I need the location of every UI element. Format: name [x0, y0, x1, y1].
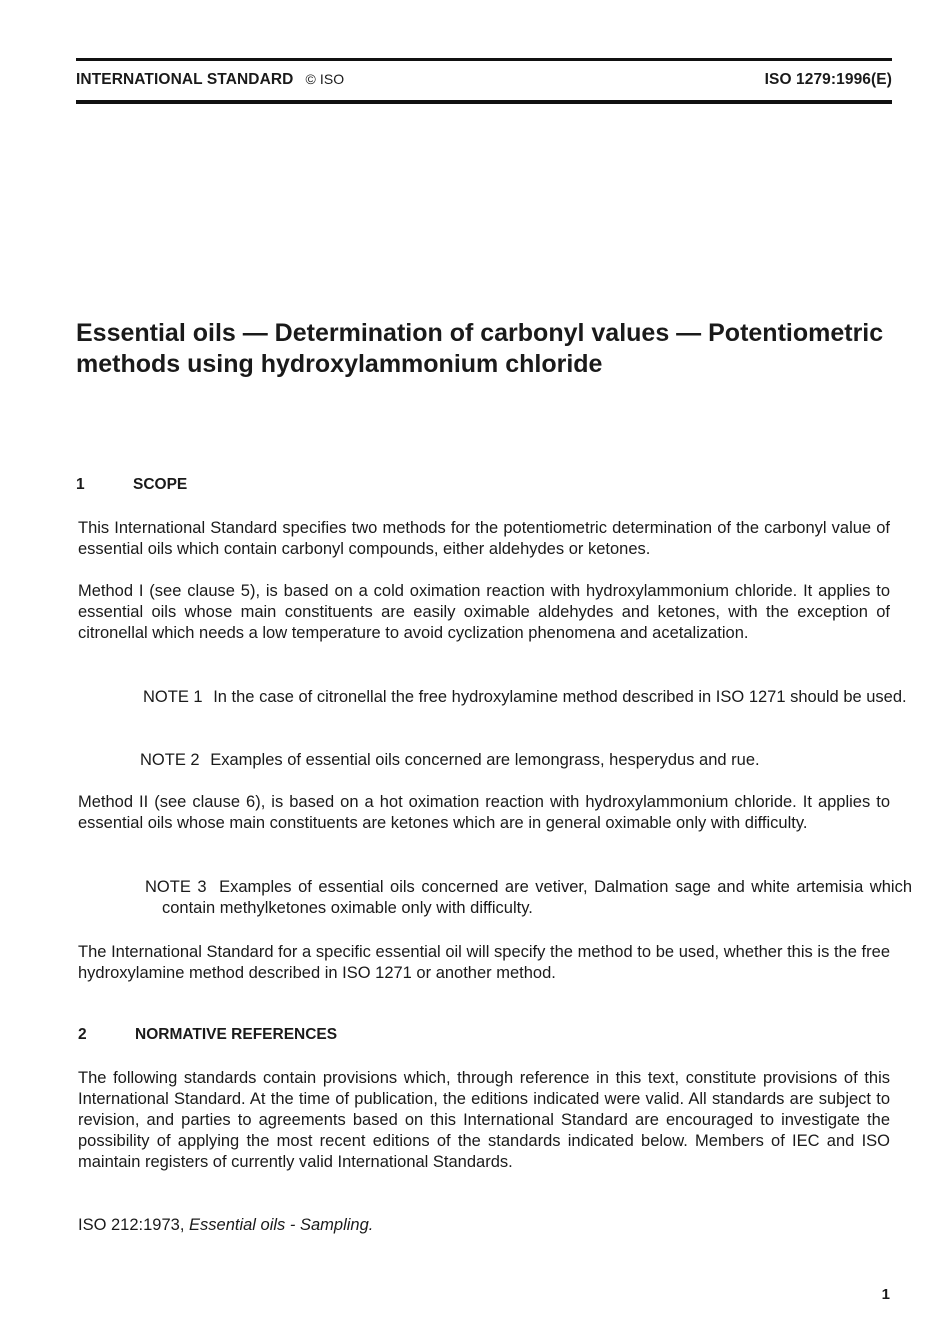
scope-paragraph-2: Method I (see clause 5), is based on a cold oximation reaction with hydroxylammonium chloride. It applies to essential oils whose main constituents are easily oximable aldehydes and ketones, with the exception of citronellal which needs a low temperature to avoid cyclization phenomena and acetalization. — [78, 582, 890, 642]
section-1-heading — [76, 476, 187, 494]
header-copyright: © ISO — [305, 71, 345, 87]
section-2-heading — [78, 1026, 337, 1044]
reference-title: Essential oils - Sampling. — [189, 1216, 374, 1234]
note-2-text: Examples of essential oils concerned are lemongrass, hesperydus and rue. — [210, 751, 760, 769]
title-line-2: methods using hydroxylammonium chloride — [76, 350, 603, 378]
note-3 — [145, 877, 912, 919]
header-left — [76, 71, 344, 89]
title-line-1: Essential oils — Determination of carbonyl values — Potentiometric — [76, 319, 884, 347]
normative-references-paragraph: The following standards contain provisions which, through reference in this text, constitute provisions of this International Standard. At the time of publication, the editions indicated were valid. All standards are subject to revision, and parties to agreements based on this International Standard are encouraged to investigate the possibility of applying the most recent editions of the standards indicated below. Members of IEC and ISO maintain registers of currently valid International Standards. — [78, 1069, 890, 1171]
section-1-number: 1 — [76, 476, 85, 493]
note-3-text: Examples of essential oils concerned are vetiver, Dalmation sage and white artemisia which contain methylketones oximable only with difficulty. — [162, 878, 912, 917]
reference-code: ISO 212:1973, — [78, 1216, 185, 1234]
note-2-label: NOTE 2 — [140, 751, 200, 769]
header-standard-label: INTERNATIONAL STANDARD — [76, 71, 294, 88]
page-number: 1 — [881, 1286, 890, 1303]
note-2 — [140, 750, 890, 771]
note-3-label: NOTE 3 — [145, 878, 207, 896]
header-document-number: ISO 1279:1996(E) — [764, 71, 892, 88]
header-top-rule — [76, 58, 892, 61]
reference-iso-212 — [78, 1216, 373, 1235]
note-1-label: NOTE 1 — [143, 688, 203, 706]
section-2-title: NORMATIVE REFERENCES — [135, 1026, 338, 1043]
scope-paragraph-4: The International Standard for a specific essential oil will specify the method to be used, whether this is the free hydroxylamine method described in ISO 1271 or another method. — [78, 943, 890, 982]
section-1-title: SCOPE — [133, 476, 188, 493]
scope-paragraph-3: Method II (see clause 6), is based on a hot oximation reaction with hydroxylammonium chloride. It applies to essential oils whose main constituents are ketones which are in general oximable only with difficulty. — [78, 793, 890, 832]
scope-paragraph-1: This International Standard specifies two methods for the potentiometric determination of the carbonyl value of essential oils which contain carbonyl compounds, either aldehydes or ketones. — [78, 519, 890, 558]
section-2-number: 2 — [78, 1026, 87, 1043]
note-1-text: In the case of citronellal the free hydroxylamine method described in ISO 1271 should be used. — [213, 688, 907, 706]
header-bottom-rule — [76, 100, 892, 104]
note-1 — [143, 687, 910, 708]
document-title — [76, 318, 906, 380]
